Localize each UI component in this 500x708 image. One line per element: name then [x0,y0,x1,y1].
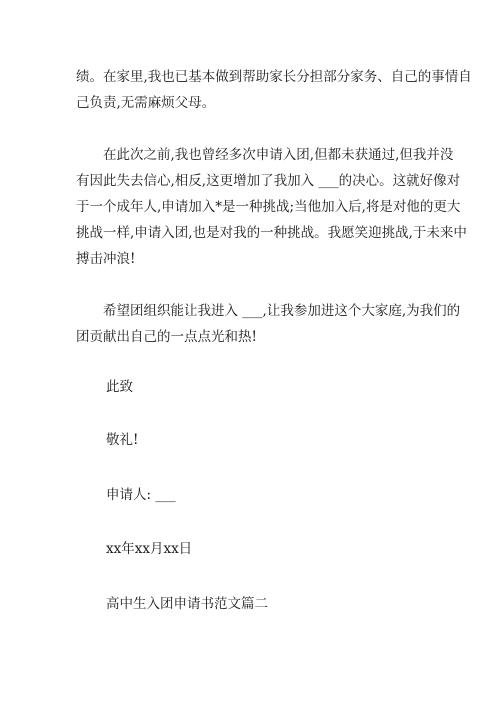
salutation: 此致 [106,379,133,395]
next-section-title: 高中生入团申请书范文篇二 [106,596,268,612]
paragraph-1 [76,64,472,116]
regards: 敬礼! [106,432,139,448]
date-line: xx年xx月xx日 [106,541,193,557]
paragraph-line: 绩。在家里,我也已基本做到帮助家长分担部分家务、自己的事情自 [76,69,472,85]
paragraph-line: 有因此失去信心,相反,这更增加了我加入 ___的决心。这就好像对 [76,173,461,189]
applicant-line: 申请人: ___ [106,487,176,503]
paragraph-3 [76,298,461,350]
paragraph-line: 希望团组织能让我进入 ___,让我参加进这个大家庭,为我们的 [76,303,461,319]
paragraph-line: 搏击冲浪! [76,251,136,267]
paragraph-line: 于一个成年人,申请加入*是一种挑战;当他加入后,将是对他的更大 [76,199,461,215]
paragraph-line: 团贡献出自己的一点点光和热! [76,329,257,345]
paragraph-2 [76,142,467,272]
paragraph-line: 挑战一样,申请入团,也是对我的一种挑战。我愿笑迎挑战,于未来中 [76,225,467,241]
paragraph-line: 在此次之前,我也曾经多次申请入团,但都未获通过,但我并没 [76,147,454,163]
paragraph-line: 己负责,无需麻烦父母。 [76,95,216,111]
